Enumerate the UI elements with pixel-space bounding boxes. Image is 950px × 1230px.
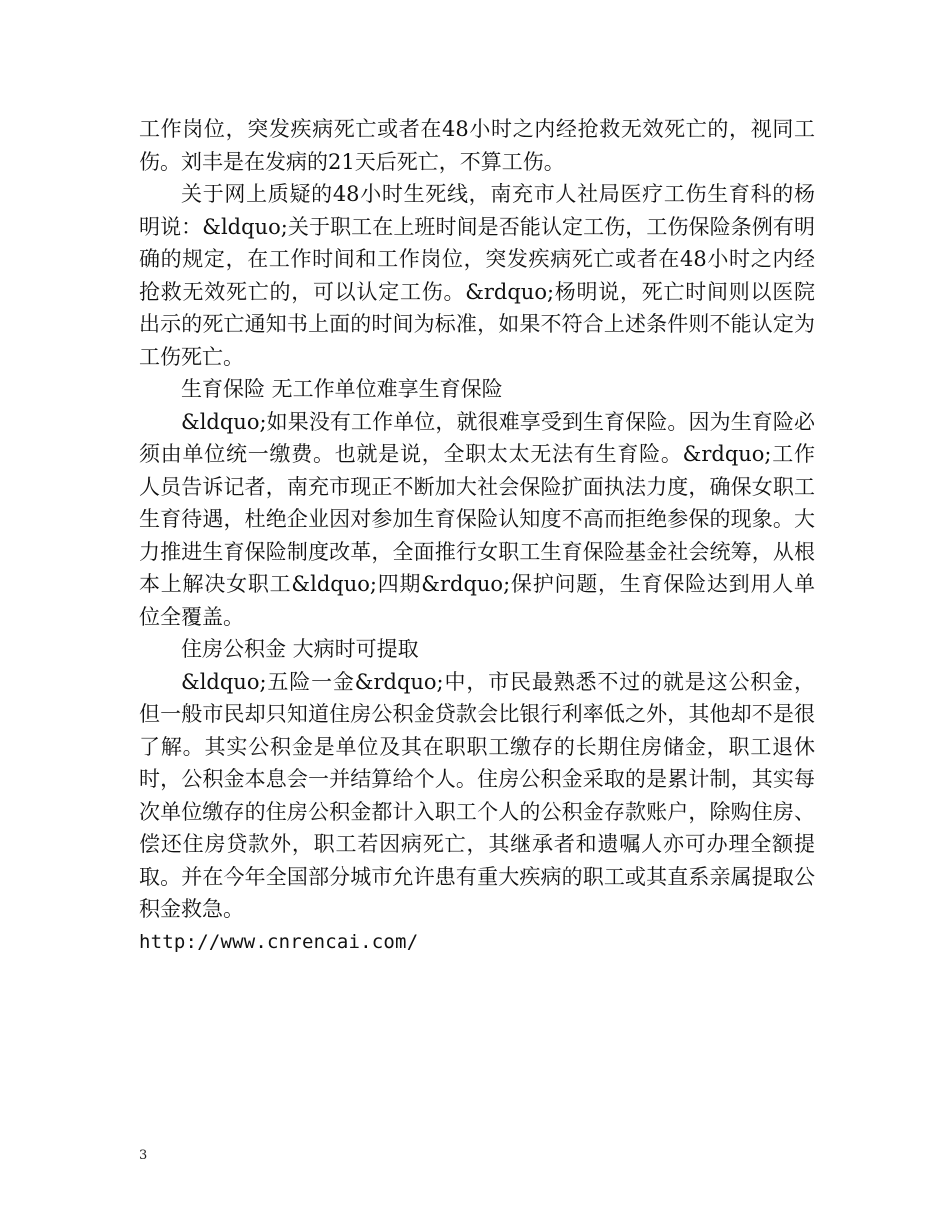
paragraph-6: &ldquo;五险一金&rdquo;中，市民最熟悉不过的就是这公积金，但一般市民却只知道住房公积金贷款会比银行利率低之外，其他却不是很了解。其实公积金是单位及其在职职工缴存的长期住房储金，职工退休时，公积金本息会一并结算给个人。住房公积金采取的是累计制，其实每次单位缴存的住房公积金都计入职工个人的公积金存款账户，除购住房、偿还住房贷款外，职工若因病死亡，其继承者和遗嘱人亦可办理全额提取。并在今年全国部分城市允许患有重大疾病的职工或其直系亲属提取公积金救急。: [139, 669, 815, 921]
paragraph-1: 工作岗位，突发疾病死亡或者在48小时之内经抢救无效死亡的，视同工伤。刘丰是在发病的21天后死亡，不算工伤。: [139, 117, 815, 174]
section-heading-maternity-insurance: 生育保险 无工作单位难享生育保险: [181, 377, 503, 401]
document-body: [139, 113, 815, 958]
source-url: http://www.cnrencai.com/: [139, 930, 419, 953]
section-heading-housing-fund: 住房公积金 大病时可提取: [181, 637, 419, 661]
page-number: 3: [139, 1148, 148, 1163]
paragraph-4: &ldquo;如果没有工作单位，就很难享受到生育保险。因为生育险必须由单位统一缴费。也就是说，全职太太无法有生育险。&rdquo;工作人员告诉记者，南充市现正不断加大社会保险扩面执法力度，确保女职工生育待遇，杜绝企业因对参加生育保险认知度不高而拒绝参保的现象。大力推进生育保险制度改革，全面推行女职工生育保险基金社会统筹，从根本上解决女职工&ldquo;四期&rdquo;保护问题，生育保险达到用人单位全覆盖。: [139, 409, 815, 629]
paragraph-2: 关于网上质疑的48小时生死线，南充市人社局医疗工伤生育科的杨明说：&ldquo;关于职工在上班时间是否能认定工伤，工伤保险条例有明确的规定，在工作时间和工作岗位，突发疾病死亡或者在48小时之内经抢救无效死亡的，可以认定工伤。&rdquo;杨明说，死亡时间则以医院出示的死亡通知书上面的时间为标准，如果不符合上述条件则不能认定为工伤死亡。: [139, 182, 815, 369]
